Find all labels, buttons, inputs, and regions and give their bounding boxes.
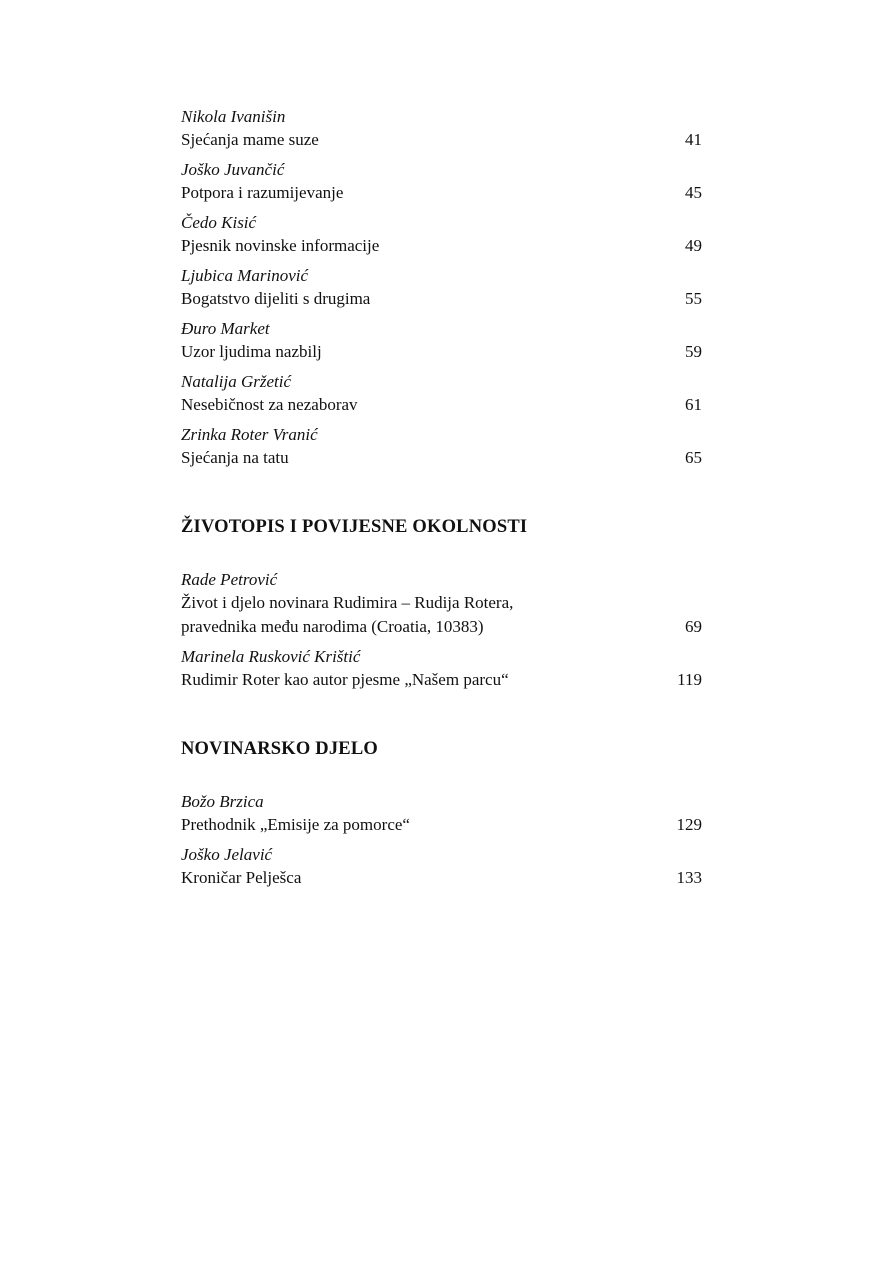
entry-page-number: 61 xyxy=(685,395,702,414)
toc-entry xyxy=(181,318,702,364)
entry-page-number: 119 xyxy=(677,670,702,689)
entry-title xyxy=(181,591,513,639)
entry-title-row xyxy=(181,813,702,837)
toc-entry xyxy=(181,844,702,890)
entry-title-row xyxy=(181,446,702,470)
entry-author: Božo Brzica xyxy=(181,792,264,811)
entry-title-row xyxy=(181,128,702,152)
entry-page-number: 41 xyxy=(685,130,702,149)
entry-author: Čedo Kisić xyxy=(181,213,257,232)
entry-title: Uzor ljudima nazbilj xyxy=(181,342,322,361)
entry-author: Rade Petrović xyxy=(181,570,278,589)
entry-title-line: pravednika među narodima (Croatia, 10383) xyxy=(181,617,484,636)
entry-title-line: Život i djelo novinara Rudimira – Rudija Rotera, xyxy=(181,593,514,612)
toc-entry xyxy=(181,265,702,311)
entry-title-row xyxy=(181,393,702,417)
entry-title: Nesebičnost za nezaborav xyxy=(181,395,358,414)
entry-title: Pjesnik novinske informacije xyxy=(181,236,380,255)
entry-title-row xyxy=(181,866,702,890)
entry-title-row xyxy=(181,234,702,258)
toc-entry xyxy=(181,791,702,837)
toc-entry xyxy=(181,371,702,417)
entry-title: Kroničar Pelješca xyxy=(181,868,302,887)
entry-page-number: 45 xyxy=(685,183,702,202)
entry-title-row xyxy=(181,340,702,364)
entry-author: Joško Juvančić xyxy=(181,160,285,179)
section-heading: NOVINARSKO DJELO xyxy=(181,739,378,759)
entry-title: Rudimir Roter kao autor pjesme „Našem parcu“ xyxy=(181,670,509,689)
entry-title-row xyxy=(181,591,702,639)
entry-title-row xyxy=(181,668,702,692)
section-heading: ŽIVOTOPIS I POVIJESNE OKOLNOSTI xyxy=(181,517,528,537)
entry-page-number: 65 xyxy=(685,448,702,467)
toc-entry xyxy=(181,106,702,152)
entry-title-row xyxy=(181,287,702,311)
toc-group-biography xyxy=(181,515,702,692)
toc-entry xyxy=(181,646,702,692)
toc-entry xyxy=(181,212,702,258)
entry-title: Sjećanja na tatu xyxy=(181,448,289,467)
entry-page-number: 129 xyxy=(676,815,702,834)
entry-page-number: 59 xyxy=(685,342,702,361)
entry-page-number: 49 xyxy=(685,236,702,255)
entry-author: Natalija Gržetić xyxy=(181,372,292,391)
entry-page-number: 55 xyxy=(685,289,702,308)
entry-title: Sjećanja mame suze xyxy=(181,130,319,149)
entry-title: Bogatstvo dijeliti s drugima xyxy=(181,289,371,308)
entry-page-number: 133 xyxy=(676,868,702,887)
toc-group-contributions xyxy=(181,106,702,470)
toc-entry xyxy=(181,159,702,205)
entry-author: Đuro Market xyxy=(181,319,270,338)
entry-title: Potpora i razumijevanje xyxy=(181,183,344,202)
toc-entry xyxy=(181,569,702,639)
entry-author: Ljubica Marinović xyxy=(181,266,309,285)
toc-entry xyxy=(181,424,702,470)
entry-title: Prethodnik „Emisije za pomorce“ xyxy=(181,815,410,834)
toc-group-journalism xyxy=(181,737,702,890)
entry-title-row xyxy=(181,181,702,205)
entry-page-number: 69 xyxy=(685,617,702,636)
entry-author: Joško Jelavić xyxy=(181,845,273,864)
entry-author: Marinela Rusković Krištić xyxy=(181,647,361,666)
entry-author: Nikola Ivanišin xyxy=(181,107,286,126)
entry-author: Zrinka Roter Vranić xyxy=(181,425,318,444)
table-of-contents xyxy=(181,106,702,897)
